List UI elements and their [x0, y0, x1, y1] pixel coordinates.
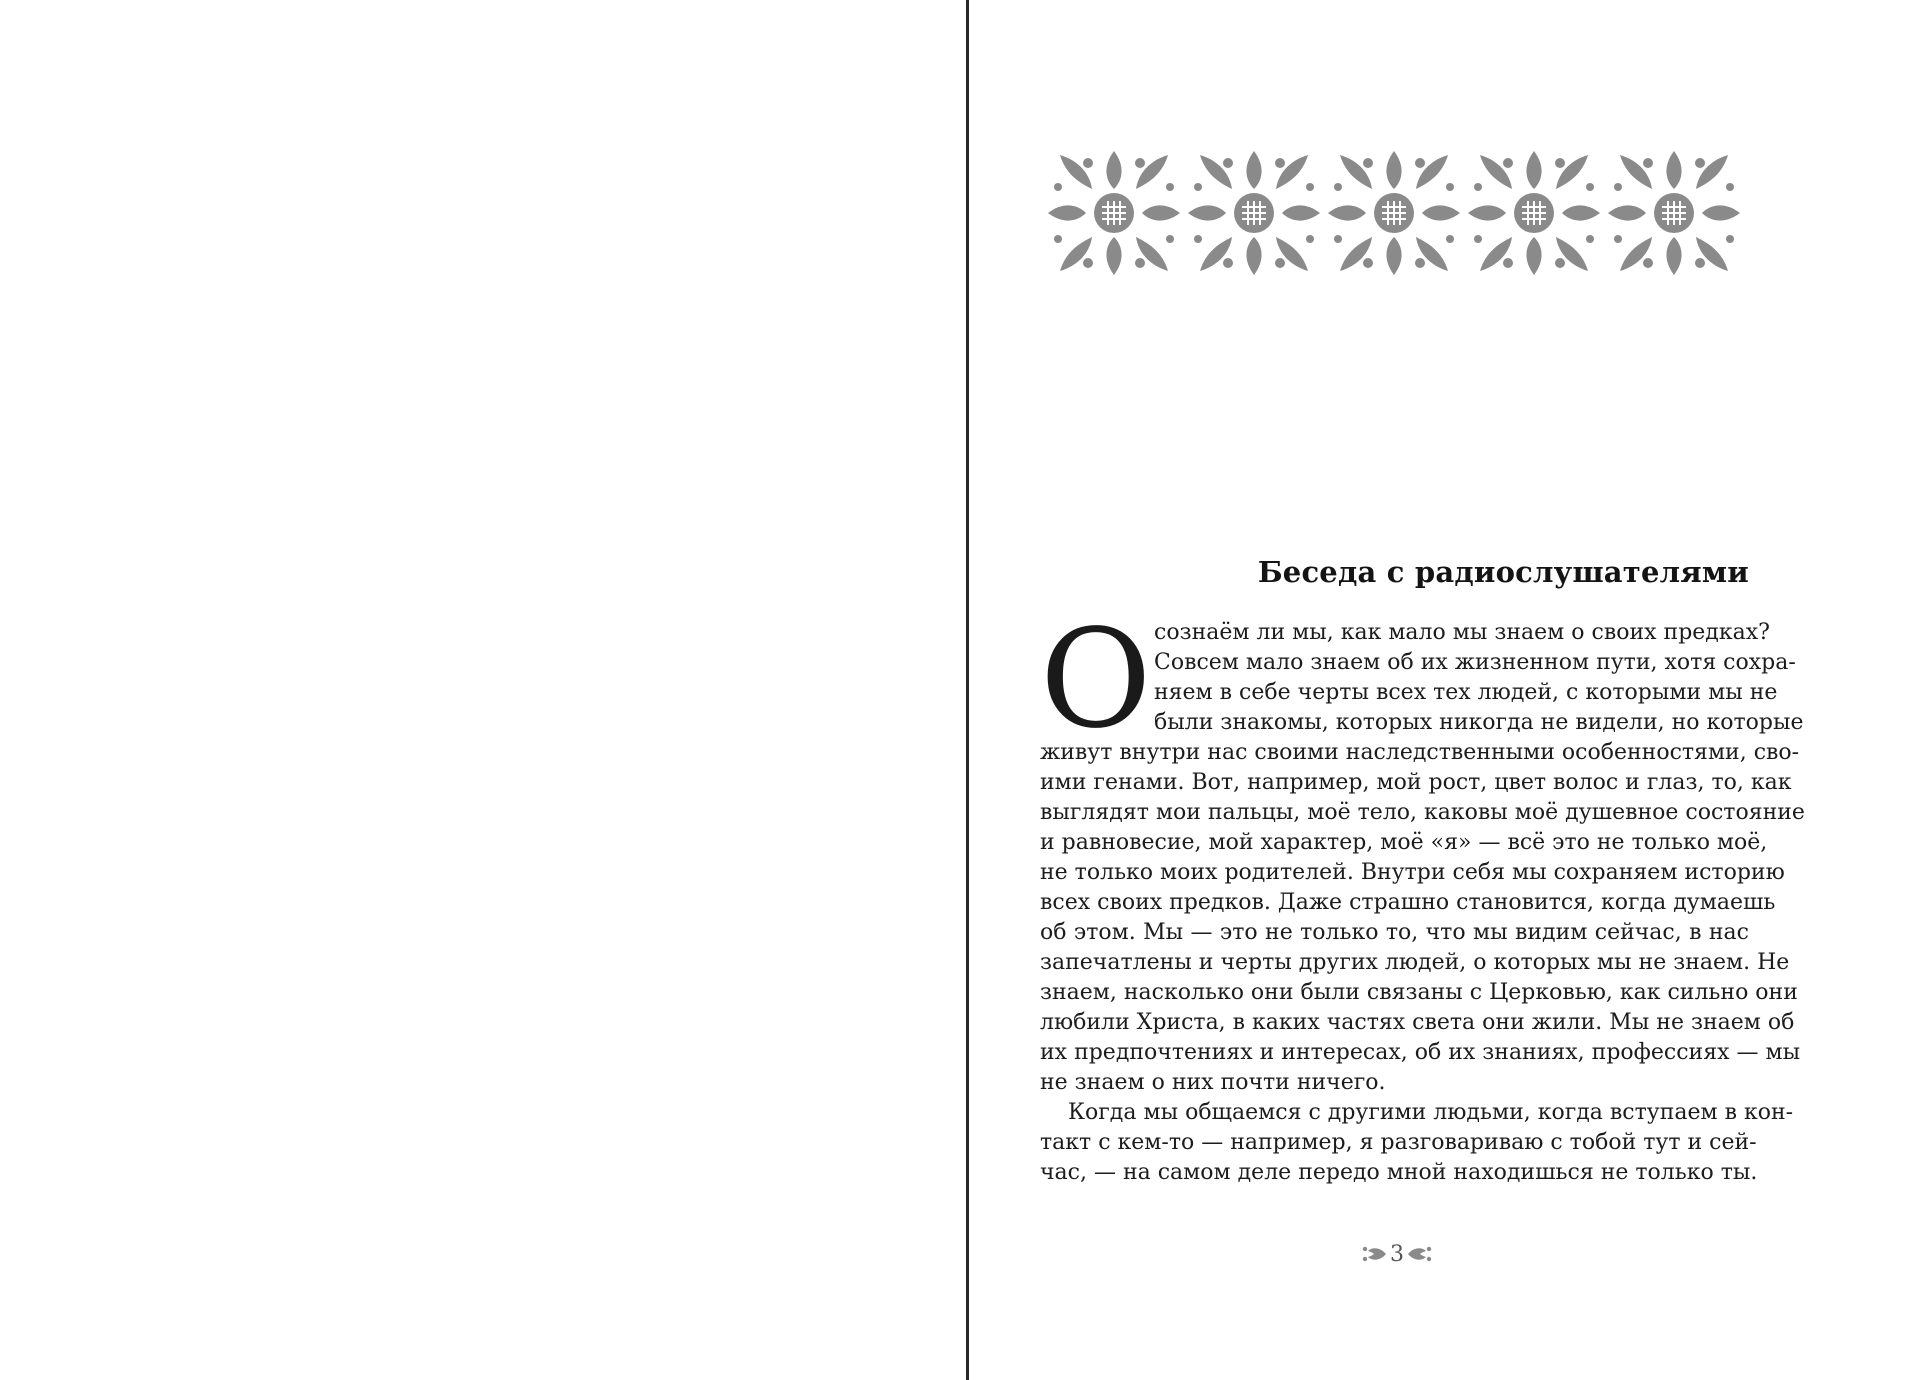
page-folio [1362, 1240, 1432, 1270]
text-line: час, — на самом деле передо мной находишься не только ты. [1040, 1160, 1758, 1185]
text-line: ими генами. Вот, например, мой рост, цвет волос и глаз, то, как [1040, 770, 1792, 795]
text-line: были знакомы, которых никогда не видели, но которые [1154, 710, 1804, 735]
text-line: запечатлены и черты других людей, о которых мы не знаем. Не [1040, 950, 1790, 975]
text-line: живут внутри нас своими наследственными особенностями, сво- [1040, 740, 1800, 765]
chapter-heading: Беседа с радиослушателями [1257, 555, 1749, 589]
text-line: выглядят мои пальцы, моё тело, каковы моё душевное состояние [1040, 800, 1805, 825]
drop-cap: О [1040, 601, 1152, 759]
floral-flourish-icon [1362, 1243, 1386, 1265]
text-line: знаем, насколько они были связаны с Церковью, как сильно они [1040, 980, 1798, 1005]
text-line: их предпочтениях и интересах, об их знаниях, профессиях — мы [1040, 1040, 1801, 1065]
text-line: об этом. Мы — это не только то, что мы видим сейчас, в нас [1040, 920, 1749, 945]
floral-ornament-band-icon [1044, 145, 1744, 281]
text-line: няем в себе черты всех тех людей, с которыми мы не [1154, 680, 1778, 705]
text-line: такт с кем-то — например, я разговариваю с тобой тут и сей- [1040, 1130, 1757, 1155]
text-line-indent: Когда мы общаемся с другими людьми, когда вступаем в кон- [1068, 1100, 1794, 1125]
text-line: сознаём ли мы, как мало мы знаем о своих предках? [1154, 620, 1770, 645]
text-line: и равновесие, мой характер, моё «я» — всё это не только моё, [1040, 830, 1768, 855]
page-number: 3 [1390, 1242, 1404, 1267]
text-line: любили Христа, в каких частях света они жили. Мы не знаем об [1040, 1010, 1795, 1035]
text-line: не знаем о них почти ничего. [1040, 1070, 1386, 1095]
text-line: Совсем мало знаем об их жизненном пути, хотя сохра- [1154, 650, 1796, 675]
floral-flourish-icon [1408, 1243, 1432, 1265]
text-line: всех своих предков. Даже страшно становится, когда думаешь [1040, 890, 1776, 915]
text-line: не только моих родителей. Внутри себя мы сохраняем историю [1040, 860, 1785, 885]
